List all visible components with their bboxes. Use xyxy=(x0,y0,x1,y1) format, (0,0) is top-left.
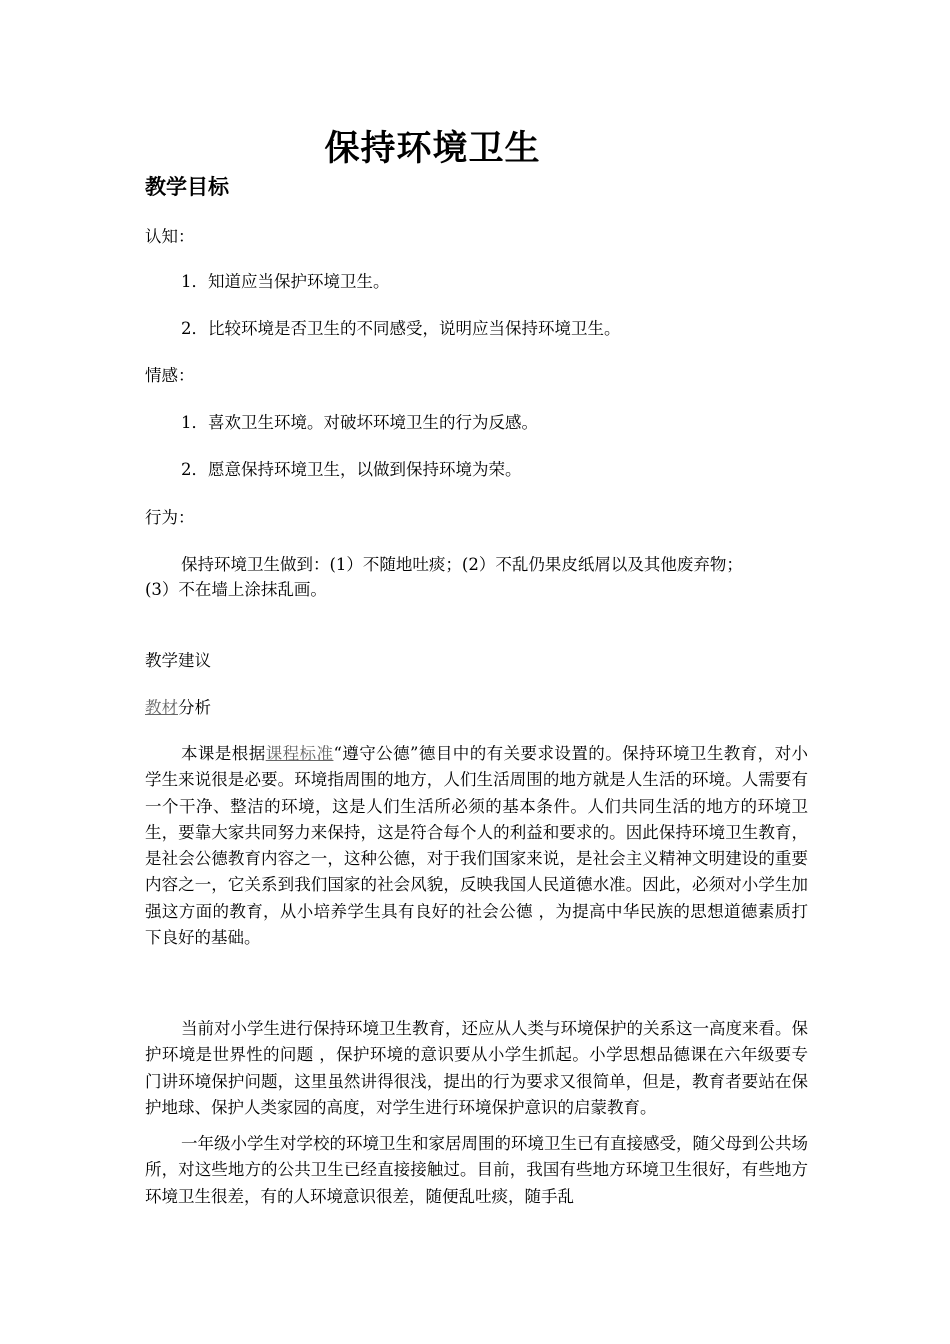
behavior-line-2: (3）不在墙上涂抹乱画。 xyxy=(145,580,327,599)
section-heading-suggestions: 教学建议 xyxy=(145,651,211,670)
emotion-item-2: 2．愿意保持环境卫生，以做到保持环境为荣。 xyxy=(181,460,522,479)
subheading-rest: 分析 xyxy=(178,698,211,717)
paragraph-1-rest: “遵守公德”德目中的有关要求设置的。保持环境卫生教育，对小学生来说很是必要。环境指周围的地方，人们生活周围的地方就是人生活的环境。人需要有一个干净、整洁的环境，这是人们生活所必须的基本条件。人们共同生活的地方的环境卫生，要靠大家共同努力来保持，这是符合每个人的利益和要求的。因此保持环境卫生教育，是社会公德教育内容之一，这种公德，对于我们国家来说，是社会主义精神文明建设的重要内容之一，它关系到我们国家的社会风貌，反映我国人民道德水准。因此，必须对小学生加强这方面的教育，从小培养学生具有良好的社会公德 ，为提高中华民族的思想道德素质打下良好的基础。 xyxy=(145,744,809,948)
cognition-item-2: 2．比较环境是否卫生的不同感受，说明应当保持环境卫生。 xyxy=(181,319,621,338)
paragraph-1-start: 本课是根据 xyxy=(181,744,266,763)
curriculum-standard-link[interactable]: 课程标准 xyxy=(265,744,334,763)
paragraph-2: 当前对小学生进行保持环境卫生教育，还应从人类与环境保护的关系这一高度来看。保护环境是世界性的问题 ，保护环境的意识要从小学生抓起。小学思想品德课在六年级要专门讲环境保护问题，这里虽然讲得很浅，提出的行为要求又很简单，但是，教育者要站在保护地球、保护人类家园的高度，对学生进行环境保护意识的启蒙教育。 xyxy=(145,1019,808,1117)
paragraph-3: 一年级小学生对学校的环境卫生和家居周围的环境卫生已有直接感受，随父母到公共场所，对这些地方的公共卫生已经直接接触过。目前，我国有些地方环境卫生很好，有些地方环境卫生很差，有的人环境意识很差，随便乱吐痰，随手乱 xyxy=(145,1134,808,1206)
emotion-label: 情感： xyxy=(145,366,195,385)
page-title: 保持环境卫生 xyxy=(324,129,541,169)
cognition-item-1: 1．知道应当保护环境卫生。 xyxy=(181,272,390,291)
emotion-item-1: 1．喜欢卫生环境。对破坏环境卫生的行为反感。 xyxy=(181,413,538,432)
paragraph-1 xyxy=(145,741,808,951)
textbook-link[interactable]: 教材 xyxy=(145,698,178,717)
subheading-analysis xyxy=(145,696,211,720)
section-heading-goals: 教学目标 xyxy=(145,174,229,199)
behavior-line-1: 保持环境卫生做到：(1）不随地吐痰；(2）不乱仍果皮纸屑以及其他废弃物； xyxy=(181,555,743,574)
cognition-label: 认知： xyxy=(145,227,195,246)
behavior-label: 行为： xyxy=(145,508,195,527)
